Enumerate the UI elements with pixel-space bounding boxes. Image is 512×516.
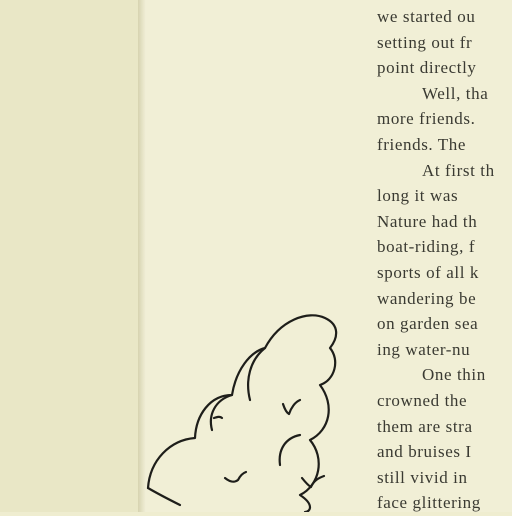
text-line: One thin [422, 365, 486, 385]
text-line: wandering be [377, 288, 477, 308]
tree-illustration [140, 300, 370, 512]
text-line: more friends. [377, 109, 476, 129]
text-line: setting out fr [377, 32, 473, 52]
bird-icon [214, 417, 222, 418]
text-line: ing water-nu [377, 339, 471, 359]
text-line: them are stra [377, 416, 473, 436]
text-line: point directly [377, 58, 477, 78]
text-line: on garden sea [377, 314, 479, 334]
text-line: crowned the [377, 390, 468, 410]
text-line: face glittering [377, 493, 481, 513]
text-line: friends. The [377, 134, 467, 154]
foliage-lower-curve [148, 488, 180, 505]
bird-icon [283, 400, 300, 414]
left-page [0, 0, 140, 512]
body-text [377, 4, 512, 516]
bird-icon [302, 476, 324, 487]
text-line: boat-riding, f [377, 237, 476, 257]
text-line: still vivid in [377, 467, 468, 487]
text-line: and bruises I [377, 442, 472, 462]
text-line: sports of all k [377, 262, 480, 282]
bird-icon [225, 472, 246, 482]
foliage-inner-curve [280, 435, 300, 465]
text-line: Well, tha [422, 83, 489, 103]
text-line: Nature had th [377, 211, 478, 231]
text-line: long it was [377, 186, 459, 206]
text-line: we started ou [377, 7, 476, 26]
foliage-outline [148, 315, 336, 512]
text-line: At first th [422, 160, 495, 180]
